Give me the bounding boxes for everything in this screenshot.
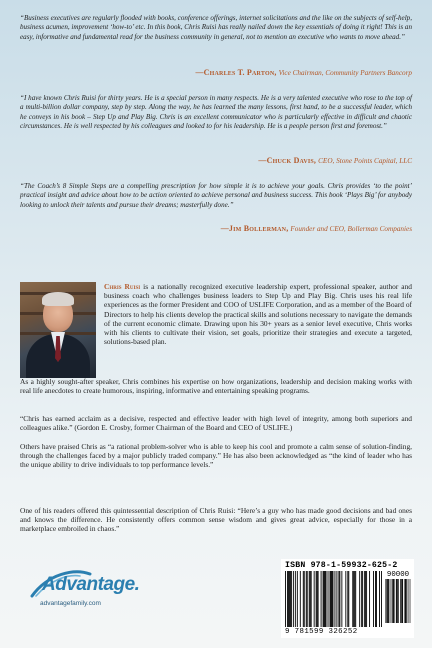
testimonial-author-title: CEO, Stone Points Capital, LLC (318, 157, 412, 165)
testimonial-quote: “The Coach’s 8 Simple Steps are a compelling prescription for how simple it is to achieve your goals. Chris provides ‘to the point’ practical insight and advice about how to be action oriented to achieve personal and business success. This book ‘Plays Big’ for anybody looking to unlock their talents and pursue their dreams; masterfully done.” (20, 182, 412, 209)
isbn-label: ISBN 978-1-59932-625-2 (285, 561, 398, 570)
author-bio-text: is a nationally recognized executive leadership expert, professional speaker, author and business coach who challenges business leaders to Step Up and Play Big. Chris uses his real life experiences as the former President and COO of USLIFE Corporation, and as a member of the Board of Directors to help his clients develop the practical skills and solutions necessary to navigate the demands of the current economic climate. Drawing upon his 30+ years as a senior level executive, Chris works with his clients to cultivate their vision, set goals, prioritize their strategies and execute a targeted, solutions-based plan. (104, 282, 412, 347)
bio-paragraph (20, 377, 412, 395)
ean-digits: 9 781599 326252 (285, 628, 358, 636)
ean-barcode-bars (285, 571, 383, 629)
testimonial-quote: “I have known Chris Ruisi for thirty years. He is a special person in many respects. He is a very talented executive who rose to the top of a multi-billion dollar company, step by step. Along the way, he has learned the many lessons, first hand, to be a successful leader, which he conveys in his book – Step Up and Play Big. Chris is an excellent communicator who is particularly effective in difficult and chaotic circumstances. He is well respected by his colleagues and looked to for his leadership. He is a people person first and foremost.” (20, 94, 412, 131)
testimonial-attribution (221, 224, 412, 234)
bio-paragraph (20, 506, 412, 534)
author-name: Chris Ruisi (104, 282, 141, 291)
testimonial-attribution (258, 156, 412, 166)
testimonial-attribution (195, 68, 412, 78)
author-bio (104, 282, 412, 346)
bio-paragraph-text: Others have praised Chris as “a rational problem-solver who is able to keep his cool and promote a calm sense of solution-finding, through the challenges faced by a major publicly traded company.” He has also been acknowledged as “the kind of leader who has the unique ability to drive individuals to top performance levels.” (20, 442, 412, 470)
isbn-barcode (281, 559, 414, 638)
testimonial-quote: “Business executives are regularly flooded with books, conference offerings, internet solicitations and the like on the subjects of self-help, business acumen, improvement ‘how-to’ etc. In this book, Chris Ruisi has really nailed down the key essentials of doing it right! This is an easy, informative and fundamental read for the business community in general, not to mention an executive who wants to move ahead.” (20, 14, 412, 41)
testimonial-author-title: Vice Chairman, Community Partners Bancorp (278, 69, 412, 77)
testimonial-author-title: Founder and CEO, Bollerman Companies (290, 225, 412, 233)
bio-paragraph (20, 442, 412, 470)
price-barcode-bars (385, 579, 411, 625)
publisher-logo (28, 566, 138, 614)
testimonial-author: —Chuck Davis, (258, 156, 317, 165)
testimonial-author: —Jim Bollerman, (220, 224, 289, 233)
bio-paragraph-text: “Chris has earned acclaim as a decisive, respected and effective leader with high level of integrity, among both superiors and colleagues alike.” (Gordon E. Crosby, former Chairman of the Board and CEO of USLIFE.) (20, 414, 412, 433)
author-photo (20, 282, 96, 378)
testimonial-author: —Charles T. Parton, (195, 68, 277, 77)
price-code: 90000 (386, 571, 410, 579)
bio-paragraph-text: As a highly sought-after speaker, Chris combines his expertise on how organizations, leadership and decision making works with real life anecdotes to create humorous, inspiring, informative and entertaining speaking programs. (20, 377, 412, 396)
publisher-url: advantagefamily.com (40, 600, 101, 607)
bio-paragraph (20, 414, 412, 432)
bio-paragraph-text: One of his readers offered this quintessential description of Chris Ruisi: “Here’s a guy who has made good decisions and bad ones and knows the difference. He consistently offers common sense wisdom and gives great advice, especially for those in a marketplace embroiled in chaos.” (20, 506, 412, 534)
publisher-name: Advantage. (42, 574, 140, 595)
